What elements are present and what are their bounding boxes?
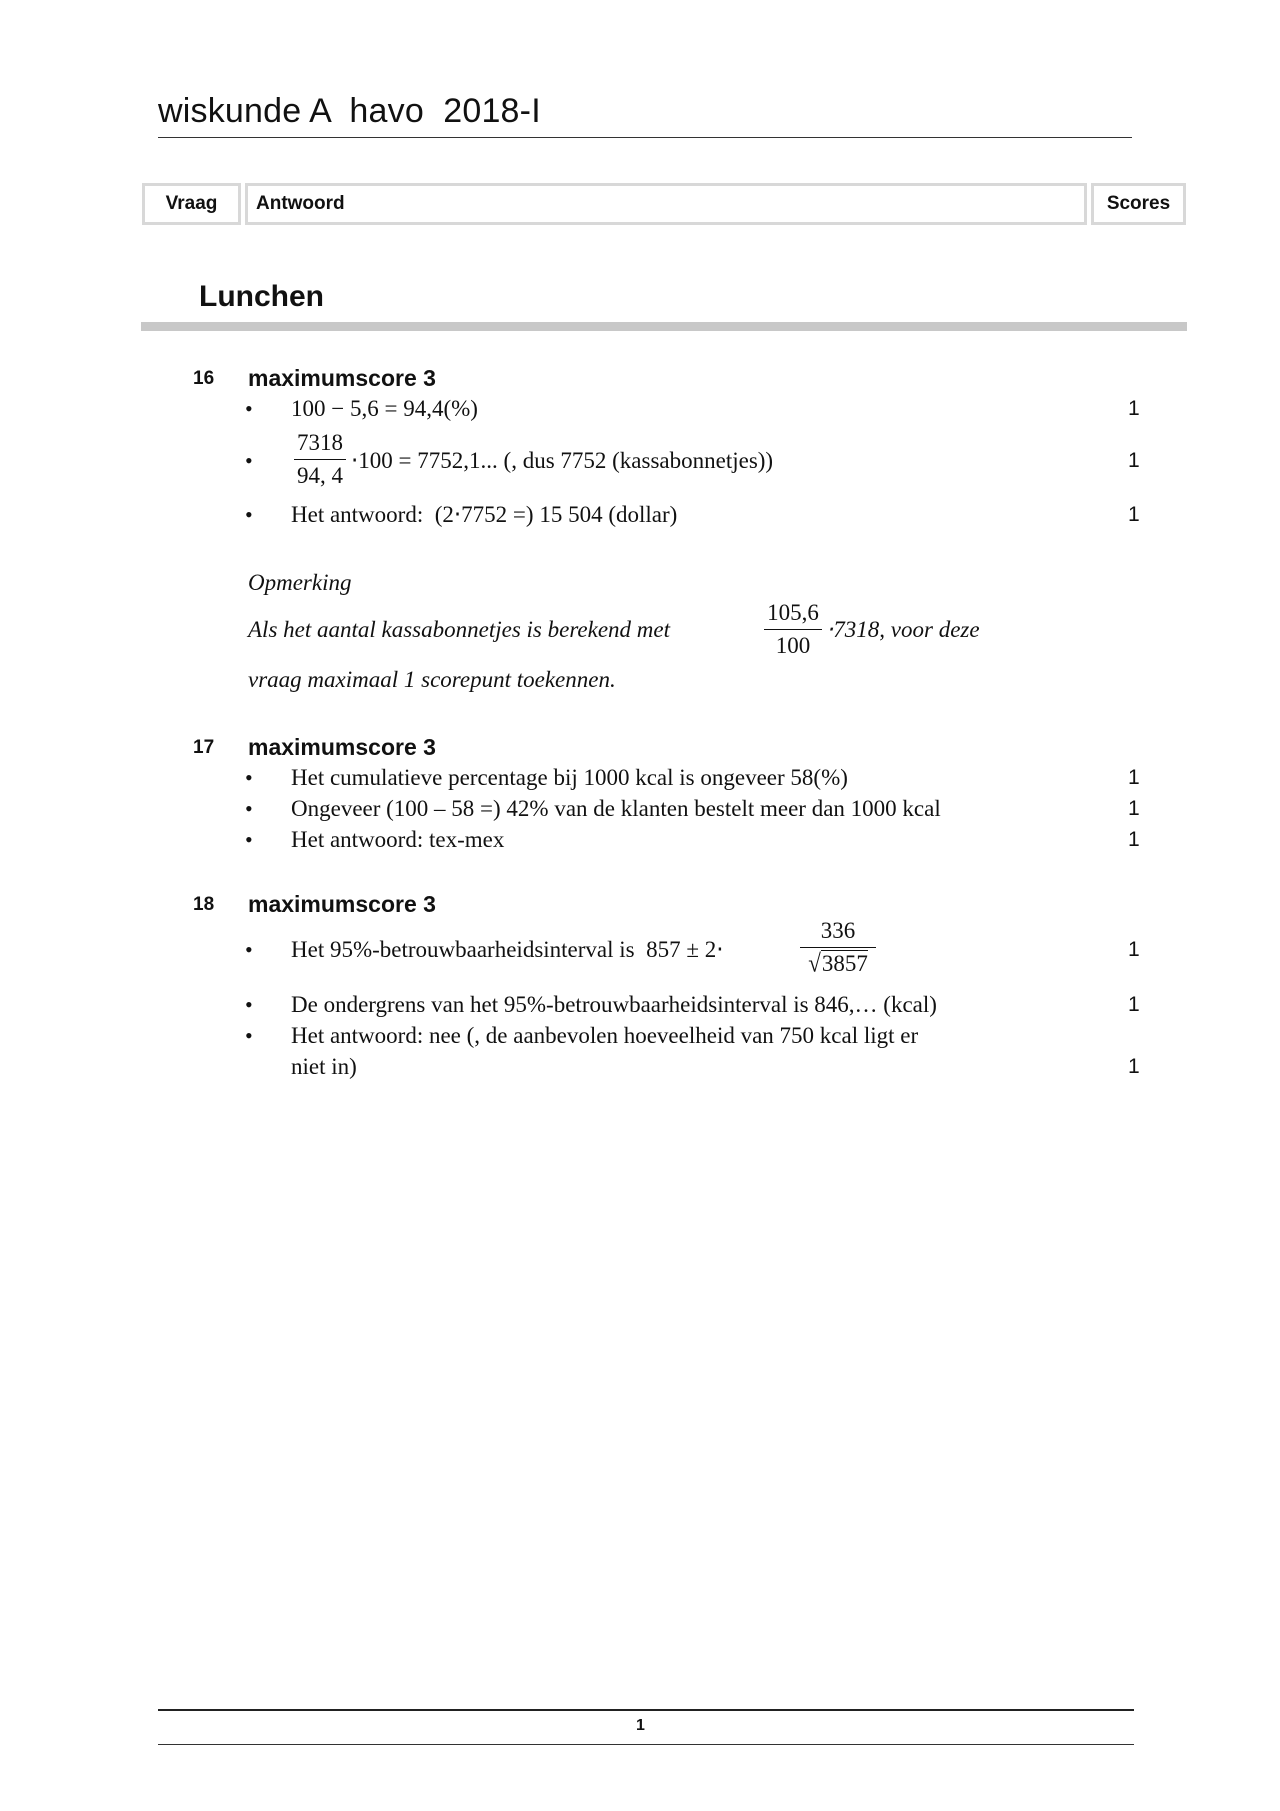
q17-bullet-2-score: 1 <box>1128 797 1140 820</box>
q17-bullet-3-score: 1 <box>1128 828 1140 851</box>
page-number: 1 <box>636 1717 645 1734</box>
q16-bullet-1-score: 1 <box>1128 397 1140 420</box>
column-header-scores-label: Scores <box>1106 193 1171 214</box>
q18-bullet-2-text: De ondergrens van het 95%-betrouwbaarheidsinterval is 846,… (kcal) <box>291 992 937 1017</box>
question-number-18: 18 <box>193 894 215 915</box>
q16-bullet-3-text: Het antwoord: (2⋅7752 =) 15 504 (dollar) <box>291 502 678 527</box>
question-16-heading: maximumscore 3 <box>248 365 436 391</box>
section-divider <box>141 322 1187 331</box>
q16-note-fraction-numerator: 105,6 <box>767 600 819 625</box>
title-divider <box>158 137 1132 138</box>
q16-note-title: Opmerking <box>248 570 352 595</box>
question-number-16: 16 <box>193 368 215 389</box>
q16-note-line-1-after: ⋅7318, voor deze <box>826 617 980 642</box>
q18-fraction-denominator <box>800 951 876 977</box>
document-title: wiskunde A havo 2018-I <box>158 92 541 130</box>
bullet: • <box>245 502 253 527</box>
q17-bullet-3-text: Het antwoord: tex-mex <box>291 827 505 852</box>
q18-bullet-2-score: 1 <box>1128 993 1140 1016</box>
column-header-antwoord-label: Antwoord <box>256 193 345 214</box>
bullet: • <box>245 937 253 962</box>
q16-note-fraction-denominator: 100 <box>775 633 811 658</box>
q16-fraction-numerator: 7318 <box>297 430 343 455</box>
q16-bullet-2-score: 1 <box>1128 449 1140 472</box>
q16-note-line-1-before: Als het aantal kassabonnetjes is berekend met <box>248 617 671 642</box>
column-header-antwoord <box>245 183 1087 225</box>
q18-bullet-1-text: Het 95%-betrouwbaarheidsinterval is 857 ± 2⋅ <box>291 937 724 962</box>
fraction-bar <box>294 459 346 460</box>
q16-note-line-2: vraag maximaal 1 scorepunt toekennen. <box>248 667 616 692</box>
column-header-scores <box>1091 183 1186 225</box>
section-title: Lunchen <box>199 280 324 313</box>
q18-fraction <box>800 918 876 977</box>
q16-note-fraction <box>764 600 822 659</box>
q16-bullet-1-text: 100 − 5,6 = 94,4(%) <box>291 396 478 421</box>
q18-fraction-numerator: 336 <box>820 918 856 943</box>
square-root-sign: √ <box>808 949 821 978</box>
q17-bullet-2-text: Ongeveer (100 – 58 =) 42% van de klanten bestelt meer dan 1000 kcal <box>291 796 941 821</box>
bullet: • <box>245 448 253 473</box>
q17-bullet-1-score: 1 <box>1128 766 1140 789</box>
q18-bullet-3-score: 1 <box>1128 1055 1140 1078</box>
q16-fraction-denominator: 94, 4 <box>297 463 343 488</box>
footer-divider-top <box>158 1709 1134 1711</box>
q18-bullet-3-text-line-2: niet in) <box>291 1054 357 1079</box>
q18-sqrt-radicand: 3857 <box>821 951 868 976</box>
q18-bullet-1-score: 1 <box>1128 938 1140 961</box>
q16-fraction <box>294 430 346 489</box>
bullet: • <box>245 796 253 821</box>
footer-divider-bottom <box>158 1744 1134 1745</box>
q18-bullet-3-text-line-1: Het antwoord: nee (, de aanbevolen hoeveelheid van 750 kcal ligt er <box>291 1023 919 1048</box>
bullet: • <box>245 827 253 852</box>
bullet: • <box>245 396 253 421</box>
bullet: • <box>245 992 253 1017</box>
question-18-heading: maximumscore 3 <box>248 891 436 917</box>
column-header-vraag-label: Vraag <box>165 193 218 214</box>
bullet: • <box>245 765 253 790</box>
column-header-vraag <box>142 183 241 225</box>
q16-bullet-2-text: ⋅100 = 7752,1... (, dus 7752 (kassabonnetjes)) <box>351 448 774 473</box>
fraction-bar <box>764 629 822 630</box>
bullet: • <box>245 1023 253 1048</box>
question-17-heading: maximumscore 3 <box>248 734 436 760</box>
question-number-17: 17 <box>193 737 215 758</box>
fraction-bar <box>800 947 876 948</box>
q17-bullet-1-text: Het cumulatieve percentage bij 1000 kcal is ongeveer 58(%) <box>291 765 848 790</box>
q16-bullet-3-score: 1 <box>1128 503 1140 526</box>
